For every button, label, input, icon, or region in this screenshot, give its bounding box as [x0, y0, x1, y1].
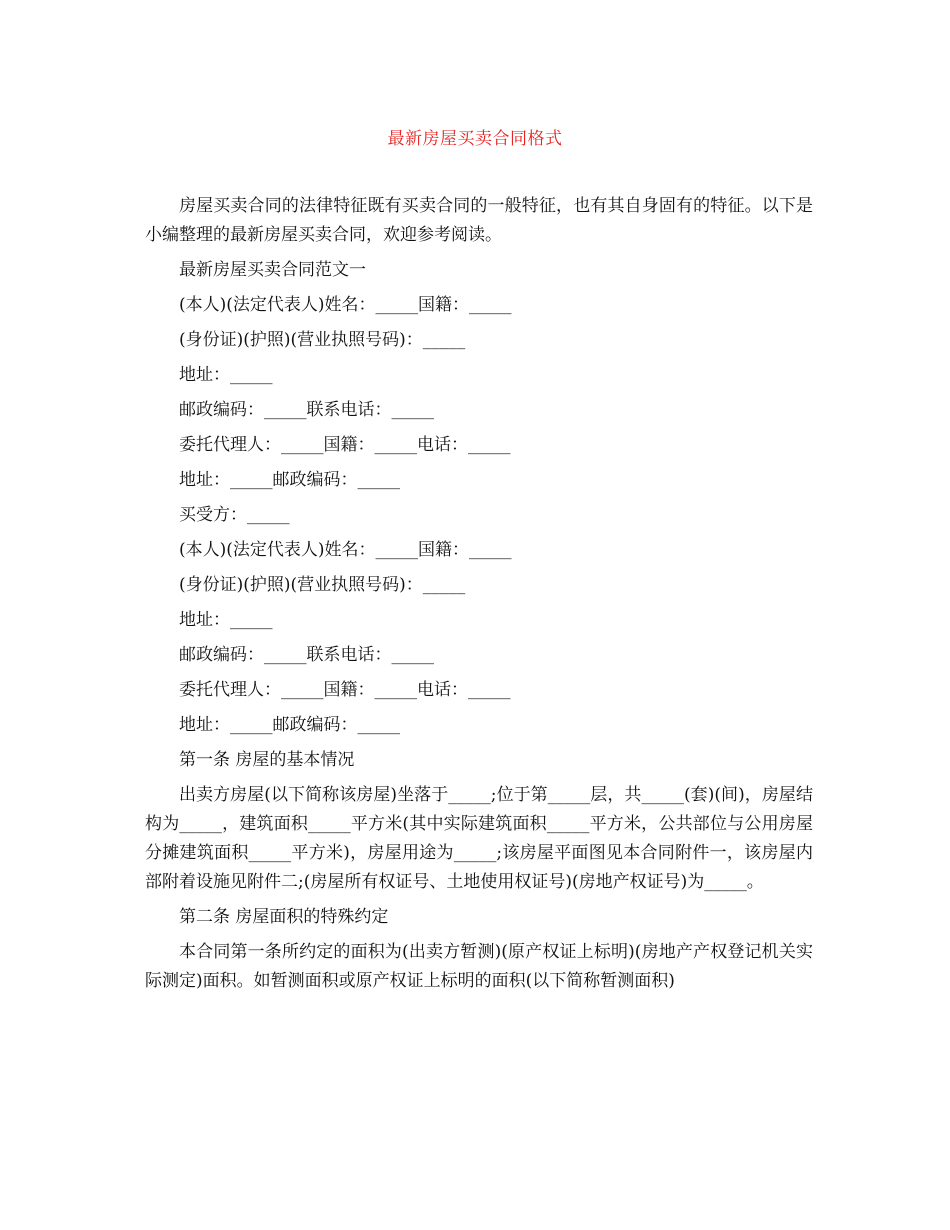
buyer-agent-address-line: 地址：_____邮政编码：_____	[179, 715, 400, 735]
seller-agent-address-line: 地址：_____邮政编码：_____	[179, 470, 400, 490]
article-one-body: 出卖方房屋(以下简称该房屋)坐落于_____;位于第_____层，共_____(套)(间)，房屋结构为_____，建筑面积_____平方米(其中实际建筑面积_____平方米，公共部位与公用房屋分摊建筑面积_____平方米)，房屋用途为_____;该房屋平面图见本合同附件一，该房屋内部附着设施见附件二;(房屋所有权证号、土地使用权证号)(房地产权证号)为_____。	[145, 785, 813, 892]
document-body	[145, 192, 813, 1002]
article-two-body: 本合同第一条所约定的面积为(出卖方暂测)(原产权证上标明)(房地产产权登记机关实际测定)面积。如暂测面积或原产权证上标明的面积(以下简称暂测面积)	[145, 942, 813, 991]
seller-agent-line: 委托代理人：_____国籍：_____电话：_____	[179, 435, 511, 455]
seller-name-line: (本人)(法定代表人)姓名：_____国籍：_____	[179, 295, 512, 315]
article-two-heading: 第二条 房屋面积的特殊约定	[179, 907, 389, 927]
intro-paragraph: 房屋买卖合同的法律特征既有买卖合同的一般特征，也有其自身固有的特征。以下是小编整理的最新房屋买卖合同，欢迎参考阅读。	[145, 196, 813, 245]
seller-id-line: (身份证)(护照)(营业执照号码)：_____	[179, 330, 466, 350]
buyer-postcode-phone-line: 邮政编码：_____联系电话：_____	[179, 645, 434, 665]
buyer-line: 买受方：_____	[179, 505, 290, 525]
document-title: 最新房屋买卖合同格式	[387, 129, 563, 149]
article-one-heading: 第一条 房屋的基本情况	[179, 750, 355, 770]
seller-address-line: 地址：_____	[179, 365, 273, 385]
seller-postcode-phone-line: 邮政编码：_____联系电话：_____	[179, 400, 434, 420]
buyer-name-line: (本人)(法定代表人)姓名：_____国籍：_____	[179, 540, 512, 560]
buyer-agent-line: 委托代理人：_____国籍：_____电话：_____	[179, 680, 511, 700]
buyer-address-line: 地址：_____	[179, 610, 273, 630]
section-heading-template-one: 最新房屋买卖合同范文一	[179, 260, 366, 280]
buyer-id-line: (身份证)(护照)(营业执照号码)：_____	[179, 575, 466, 595]
